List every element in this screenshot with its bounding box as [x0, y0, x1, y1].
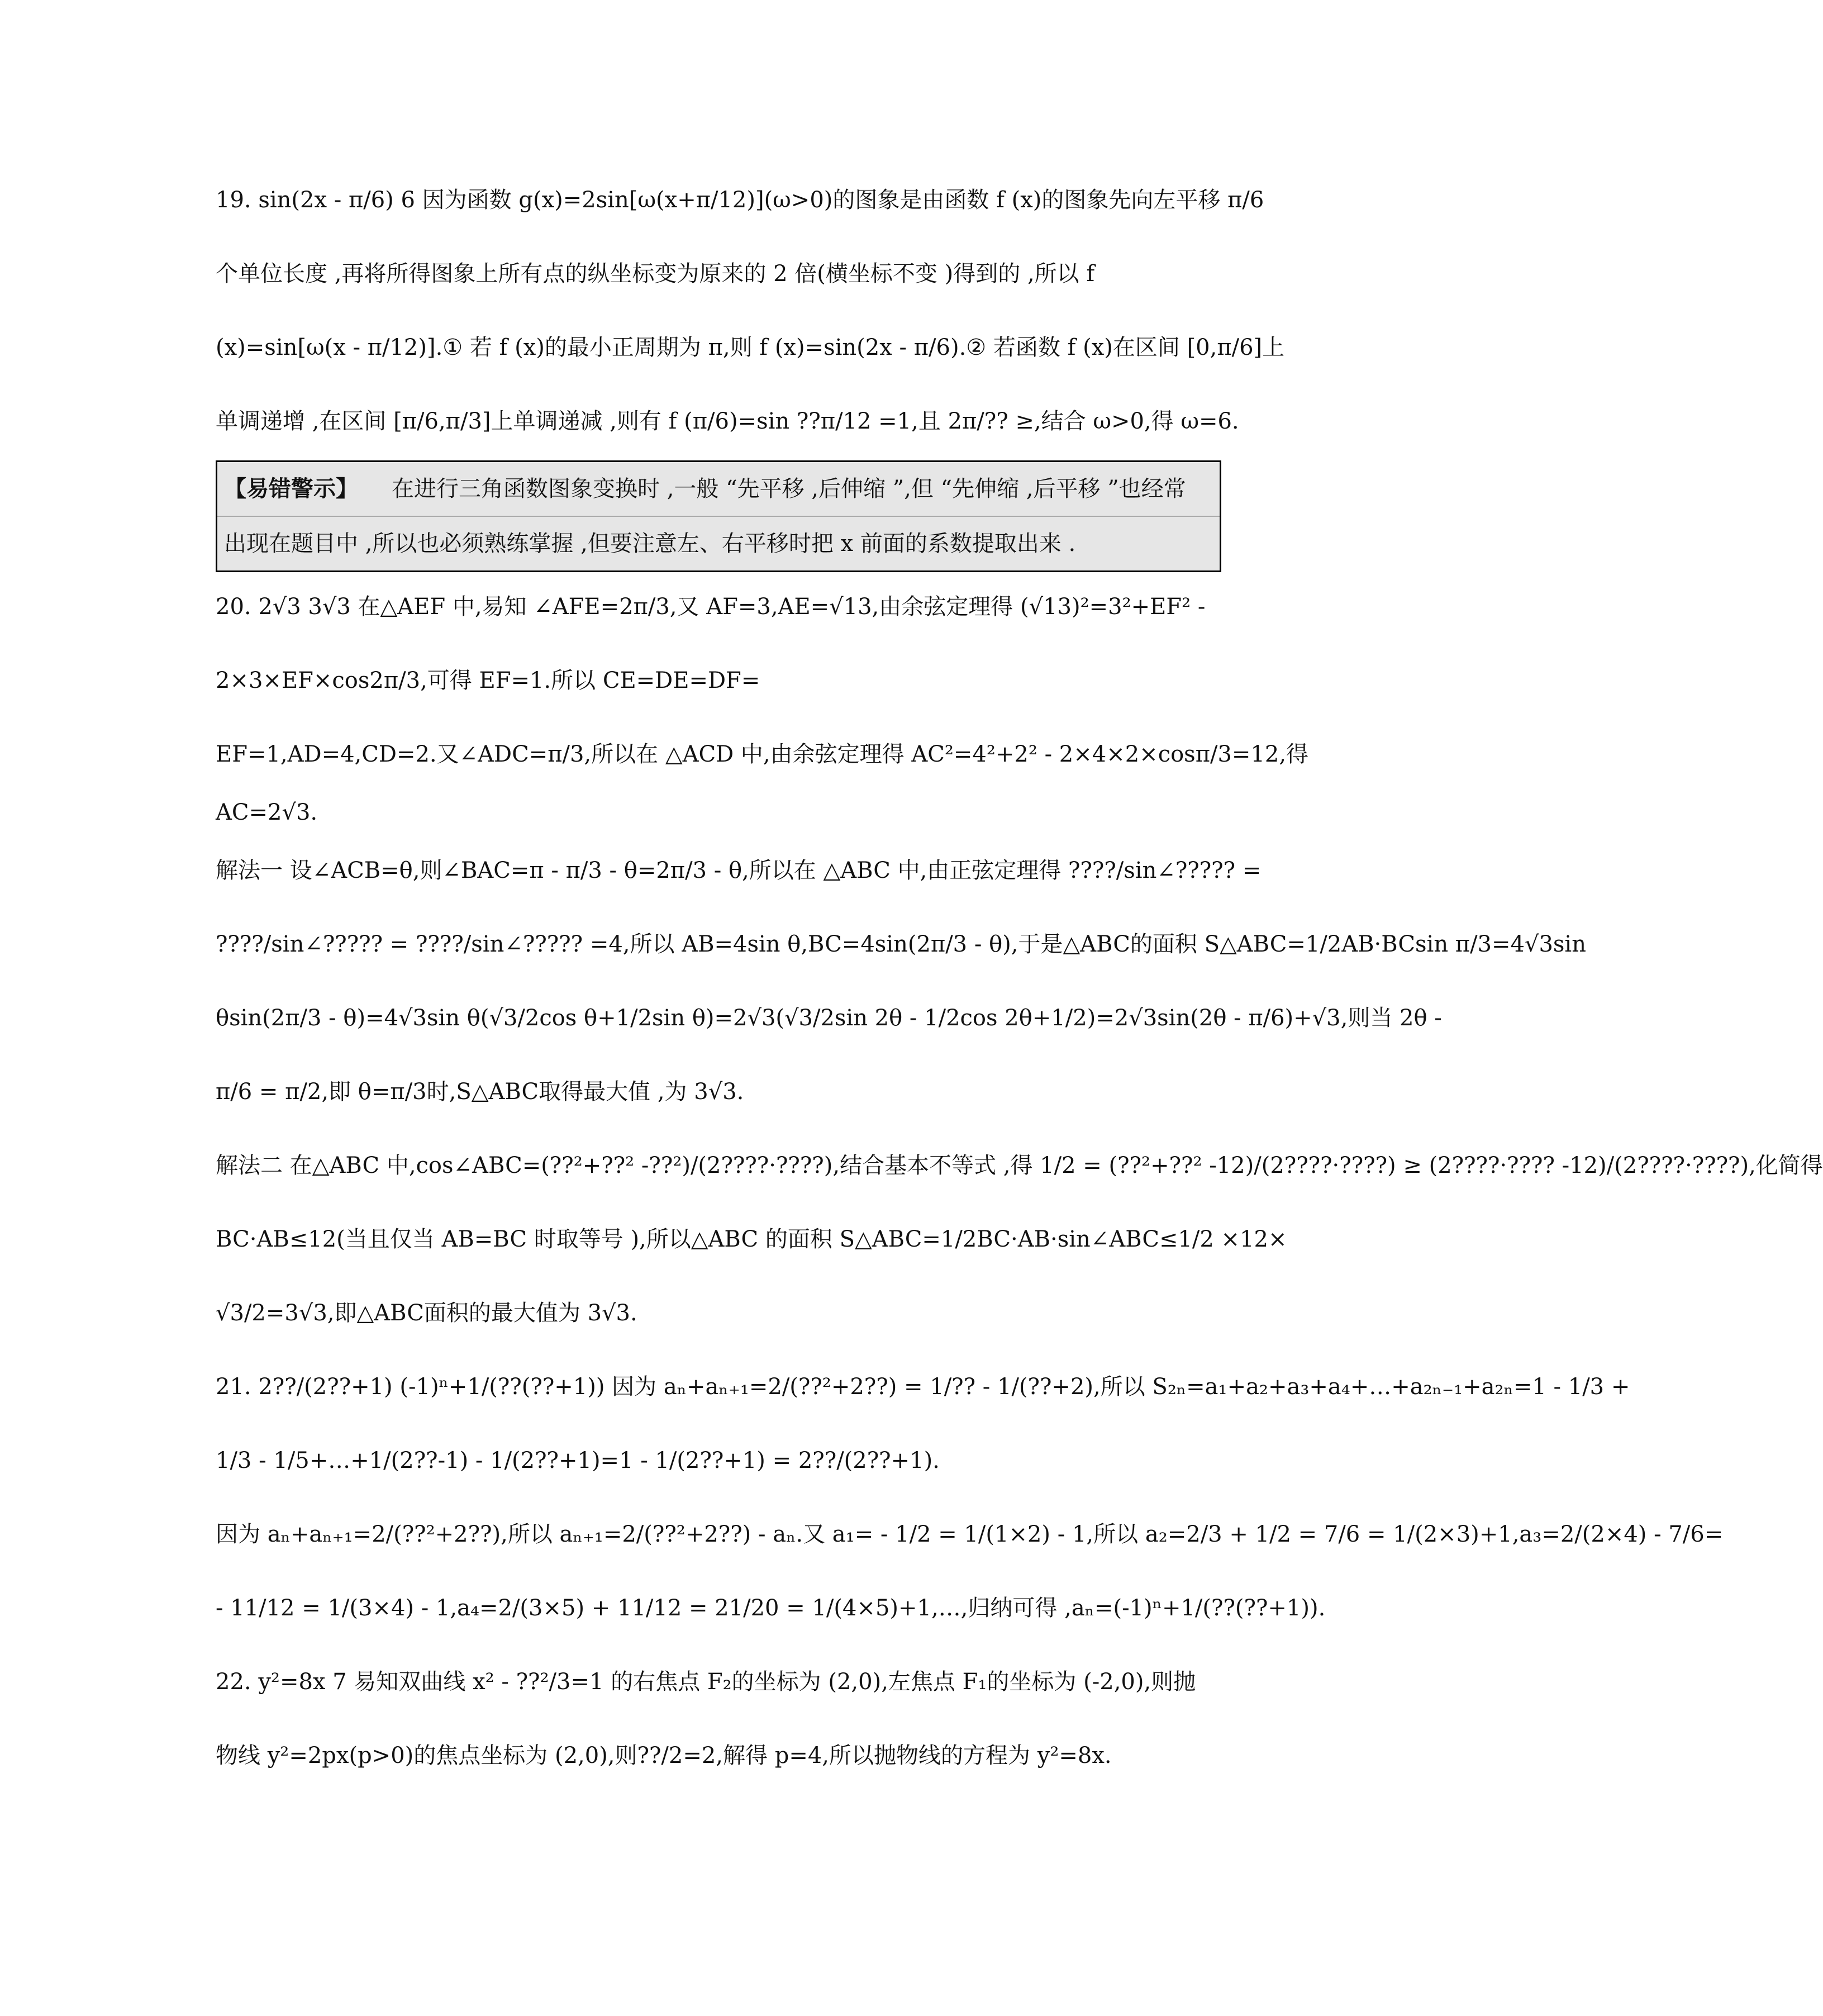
answer-20-method2-line-3: √3/2=3√3,即△ABC面积的最大值为 3√3.	[216, 1300, 637, 1326]
answer-20-line-4: AC=2√3.	[216, 800, 318, 825]
answer-19-line-2: 个单位长度 ,再将所得图象上所有点的纵坐标变为原来的 2 倍(横坐标不变 )得到的 ,所以 f	[216, 261, 1095, 287]
answer-19-line-3: (x)=sin[ω(x - π/12)].① 若 f (x)的最小正周期为 π,则 f (x)=sin(2x - π/6).② 若函数 f (x)在区间 [0,π/6]上	[216, 335, 1285, 360]
warning-row-1	[217, 462, 1220, 516]
answer-page	[216, 187, 1823, 1817]
warning-text-2: 出现在题目中 ,所以也必须熟练掌握 ,但要注意左、右平移时把 x 前面的系数提取出来 .	[224, 531, 1076, 557]
answer-20-line-1: 20. 2√3 3√3 在△AEF 中,易知 ∠AFE=2π/3,又 AF=3,AE=√13,由余弦定理得 (√13)²=3²+EF² -	[216, 594, 1206, 620]
answer-21-line-2: 1/3 - 1/5+…+1/(2??-1) - 1/(2??+1)=1 - 1/(2??+1) = 2??/(2??+1).	[216, 1448, 940, 1473]
answer-21-line-3: 因为 aₙ+aₙ₊₁=2/(??²+2??),所以 aₙ₊₁=2/(??²+2??) - aₙ.又 a₁= - 1/2 = 1/(1×2) - 1,所以 a₂=2/3 + 1/2 = 7/6 = 1/(2×3)+1,a₃=2/(2×4) - 7/6=	[216, 1521, 1724, 1547]
answer-22	[216, 1670, 1221, 1768]
answer-21-line-4: - 11/12 = 1/(3×4) - 1,a₄=2/(3×5) + 11/12 = 21/20 = 1/(4×5)+1,…,归纳可得 ,aₙ=(-1)ⁿ+1/(??(??+1)).	[216, 1595, 1326, 1621]
answer-20-method1-line-2: ????/sin∠????? = ????/sin∠????? =4,所以 AB=4sin θ,BC=4sin(2π/3 - θ),于是△ABC的面积 S△ABC=1/2AB·BCsin π/3=4√3sin	[216, 931, 1586, 957]
answer-19-line-4: 单调递增 ,在区间 [π/6,π/3]上单调递减 ,则有 f (π/6)=sin ??π/12 =1,且 2π/?? ≥,结合 ω>0,得 ω=6.	[216, 408, 1239, 434]
answer-20	[216, 594, 1823, 1326]
error-warning-box	[216, 460, 1221, 572]
answer-20-line-2: 2×3×EF×cos2π/3,可得 EF=1.所以 CE=DE=DF=	[216, 668, 760, 693]
answer-20-method2-line-1: 解法二 在△ABC 中,cos∠ABC=(??²+??² -??²)/(2????·????),结合基本不等式 ,得 1/2 = (??²+??² -12)/(2????·????) ≥ (2????·???? -12)/(2????·????),化简得	[216, 1153, 1823, 1178]
warning-tag: 【易错警示】	[224, 476, 358, 502]
answer-22-line-1: 22. y²=8x 7 易知双曲线 x² - ??²/3=1 的右焦点 F₂的坐标为 (2,0),左焦点 F₁的坐标为 (-2,0),则抛	[216, 1669, 1196, 1695]
answer-20-method1-line-3: θsin(2π/3 - θ)=4√3sin θ(√3/2cos θ+1/2sin θ)=2√3(√3/2sin 2θ - 1/2cos 2θ+1/2)=2√3sin(2θ - π/6)+√3,则当 2θ -	[216, 1005, 1442, 1031]
answer-22-line-2: 物线 y²=2px(p>0)的焦点坐标为 (2,0),则??/2=2,解得 p=4,所以抛物线的方程为 y²=8x.	[216, 1743, 1112, 1768]
warning-row-2	[217, 516, 1220, 570]
warning-text-1: 在进行三角函数图象变换时 ,一般 “先平移 ,后伸缩 ”,但 “先伸缩 ,后平移 ”也经常	[392, 476, 1186, 502]
answer-21	[216, 1374, 1724, 1621]
answer-20-line-3: EF=1,AD=4,CD=2.又∠ADC=π/3,所以在 △ACD 中,由余弦定理得 AC²=4²+2² - 2×4×2×cosπ/3=12,得	[216, 741, 1309, 767]
answer-19	[216, 187, 1285, 434]
answer-21-line-1: 21. 2??/(2??+1) (-1)ⁿ+1/(??(??+1)) 因为 aₙ+aₙ₊₁=2/(??²+2??) = 1/?? - 1/(??+2),所以 S₂ₙ=a₁+a₂+a₃+a₄+…+a₂ₙ₋₁+a₂ₙ=1 - 1/3 +	[216, 1374, 1630, 1400]
answer-19-line-1: 19. sin(2x - π/6) 6 因为函数 g(x)=2sin[ω(x+π/12)](ω>0)的图象是由函数 f (x)的图象先向左平移 π/6	[216, 187, 1264, 213]
answer-20-method2-line-2: BC·AB≤12(当且仅当 AB=BC 时取等号 ),所以△ABC 的面积 S△ABC=1/2BC·AB·sin∠ABC≤1/2 ×12×	[216, 1226, 1287, 1252]
answer-20-method1-line-1: 解法一 设∠ACB=θ,则∠BAC=π - π/3 - θ=2π/3 - θ,所以在 △ABC 中,由正弦定理得 ????/sin∠????? =	[216, 858, 1262, 883]
answer-20-method1-line-4: π/6 = π/2,即 θ=π/3时,S△ABC取得最大值 ,为 3√3.	[216, 1079, 744, 1105]
